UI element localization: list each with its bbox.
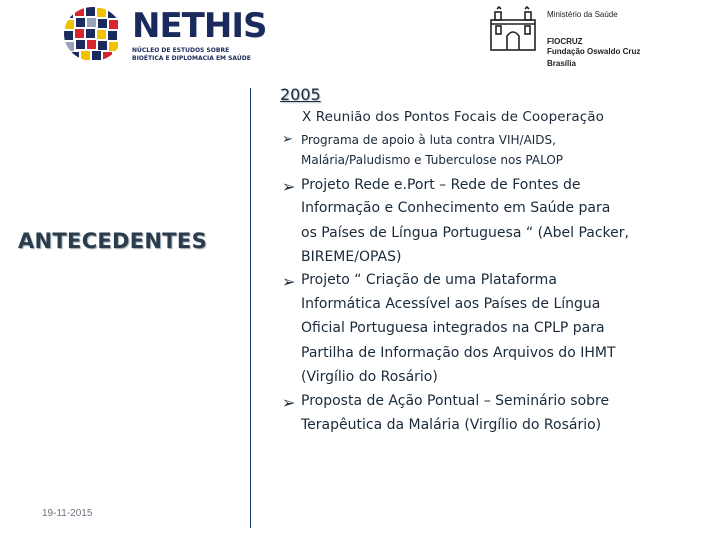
side-title: ANTECEDENTES — [18, 229, 208, 253]
vertical-divider — [250, 88, 251, 528]
slide-date: 19-11-2015 — [42, 508, 93, 519]
bullet-arrow-icon: ➢ — [282, 179, 296, 196]
nethis-name: NETHIS — [132, 6, 267, 46]
subheading: X Reunião dos Pontos Focais de Cooperação — [302, 109, 604, 125]
nethis-logo — [62, 5, 267, 65]
bullet-3-line5: (Virgílio do Rosário) — [301, 369, 438, 385]
bullet-4-line2: Terapêutica da Malária (Virgílio do Rosário) — [301, 417, 602, 433]
bullet-arrow-icon: ➢ — [282, 131, 293, 146]
bullet-1-line1: Programa de apoio à luta contra VIH/AIDS, — [301, 133, 556, 147]
ministry-label: Ministério da Saúde — [547, 10, 618, 19]
bullet-2-line3: os Países de Língua Portuguesa “ (Abel Packer, — [301, 225, 629, 241]
bullet-2-line1: Projeto Rede e.Port – Rede de Fontes de — [301, 177, 581, 193]
fiocruz-castle-icon — [487, 6, 539, 52]
bullet-3-line4: Partilha de Informação dos Arquivos do IHMT — [301, 345, 616, 361]
bullet-arrow-icon: ➢ — [282, 395, 296, 412]
bullet-3-line3: Oficial Portuguesa integrados na CPLP para — [301, 320, 605, 336]
bullet-3-line2: Informática Acessível aos Países de Língua — [301, 296, 601, 312]
bullet-1-line2: Malária/Paludismo e Tuberculose nos PALOP — [301, 153, 564, 167]
year-heading: 2005 — [280, 85, 321, 104]
nethis-subtitle-line1: NÚCLEO DE ESTUDOS SOBRE — [132, 47, 230, 54]
bullet-4-line1: Proposta de Ação Pontual – Seminário sobre — [301, 393, 610, 409]
bullet-3-line1: Projeto “ Criação de uma Plataforma — [301, 272, 557, 288]
fiocruz-label: FIOCRUZ — [547, 37, 583, 46]
nethis-subtitle-line2: BIOÉTICA E DIPLOMACIA EM SAÚDE — [132, 55, 251, 62]
nethis-globe-icon — [62, 5, 124, 63]
bullet-2-line2: Informação e Conhecimento em Saúde para — [301, 200, 611, 216]
foundation-label: Fundação Oswaldo Cruz — [547, 47, 641, 56]
city-label: Brasília — [547, 59, 576, 68]
bullet-2-line4: BIREME/OPAS) — [301, 249, 402, 265]
bullet-arrow-icon: ➢ — [282, 274, 296, 291]
fiocruz-logo — [483, 2, 643, 70]
